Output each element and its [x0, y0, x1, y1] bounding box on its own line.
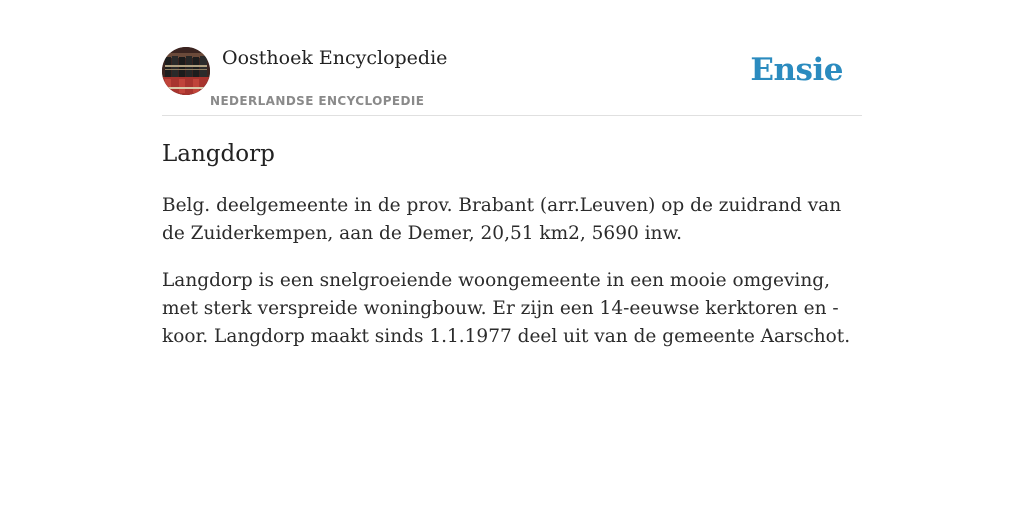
article: [162, 138, 862, 351]
article-title: Langdorp: [162, 141, 275, 167]
encyclopedia-books-icon[interactable]: [162, 47, 210, 95]
article-paragraph: Belg. deelgemeente in de prov. Brabant (arr.Leuven) op de zuidrand van de Zuiderkempen, aan de Demer, 20,51 km2, 5690 inw.: [162, 195, 842, 244]
site-subtitle: NEDERLANDSE ENCYCLOPEDIE: [210, 94, 425, 108]
article-paragraph: Langdorp is een snelgroeiende woongemeente in een mooie omgeving, met sterk verspreide woningbouw. Er zijn een 14-eeuwse kerktoren en -koor. Langdorp maakt sinds 1.1.1977 deel uit van de gemeente Aarschot.: [162, 270, 851, 347]
site-title[interactable]: Oosthoek Encyclopedie: [222, 47, 448, 69]
site-header: [162, 44, 862, 116]
brand-logo[interactable]: Ensie: [750, 52, 843, 88]
